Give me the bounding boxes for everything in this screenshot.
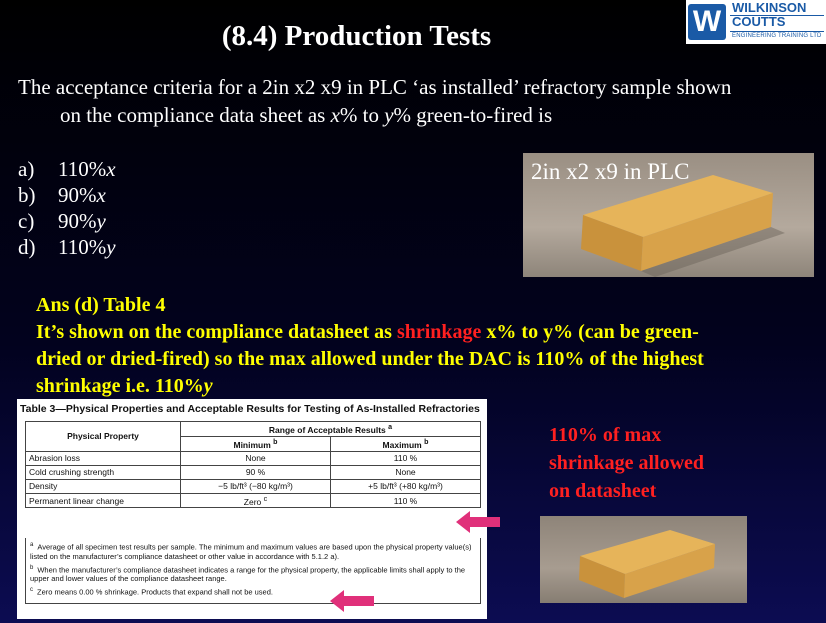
header-range: Range of Acceptable Results $^a$ bbox=[181, 422, 481, 437]
footnote-b: $^b$ When the manufacturer’s compliance datasheet indicates a range for the physical property, the applicable limits shall apply to the upper and lower values of the compliance datasheet range. bbox=[30, 564, 466, 583]
logo-w-mark: W bbox=[688, 4, 726, 40]
logo-line-2: COUTTS bbox=[732, 14, 786, 29]
question-text bbox=[18, 73, 818, 129]
answer-line-1: Ans (d) Table 4 bbox=[36, 294, 166, 316]
brick-photo-large bbox=[523, 153, 814, 277]
pink-arrow-icon bbox=[330, 590, 374, 612]
answer-options bbox=[18, 156, 116, 260]
logo-divider bbox=[730, 31, 824, 32]
answer-line-4: shrinkage i.e. 110%y bbox=[36, 375, 213, 397]
footnote-a: $^a$ Average of all specimen test results per sample. The minimum and maximum values are based upon the physical property value(s) listed on the manufacturer’s compliance datasheet or other value in accordance with 5.1.2 a). bbox=[30, 542, 472, 561]
shrinkage-highlight: shrinkage bbox=[396, 321, 482, 343]
photo-caption: 2in x2 x9 in PLC bbox=[531, 159, 690, 184]
standard-table-excerpt bbox=[17, 399, 487, 619]
table-row: Abrasion loss None 110 % bbox=[26, 451, 481, 465]
logo-line-1: WILKINSON bbox=[732, 0, 807, 15]
side-note: 110% of max shrinkage allowed on datasheet bbox=[549, 424, 705, 502]
brick-photo-small bbox=[540, 516, 747, 603]
table-title: Table 3—Physical Properties and Acceptable Results for Testing of As-Installed Refractories bbox=[20, 403, 480, 415]
option-b: b) 90%x bbox=[18, 183, 106, 207]
question-line-2: on the compliance data sheet as x% to y% green-to-fired is bbox=[60, 103, 553, 127]
header-maximum: Maximum $^b$ bbox=[331, 436, 481, 451]
table-row: Permanent linear change Zero $^c$ 110 % bbox=[26, 493, 481, 508]
table-row: Density −5 lb/ft³ (−80 kg/m³) +5 lb/ft³ (+80 kg/m³) bbox=[26, 479, 481, 493]
header-physical-property: Physical Property bbox=[26, 422, 181, 452]
table-row: Cold crushing strength 90 % None bbox=[26, 465, 481, 479]
footnote-c: $^c$ Zero means 0.00 % shrinkage. Products that expand shall not be used. bbox=[30, 587, 273, 597]
header-minimum: Minimum $^b$ bbox=[181, 436, 331, 451]
logo-line-3: ENGINEERING TRAINING LTD bbox=[732, 33, 822, 39]
answer-line-3: dried or dried-fired) so the max allowed under the DAC is 110% of the highest bbox=[36, 348, 704, 370]
company-logo bbox=[686, 0, 826, 44]
properties-table bbox=[25, 421, 481, 508]
option-d: d) 110%y bbox=[18, 235, 116, 259]
refractory-brick-image bbox=[540, 516, 747, 603]
pink-arrow-icon bbox=[456, 511, 500, 533]
answer-line-2: It’s shown on the compliance datasheet as shrinkage x% to y% (can be green- bbox=[36, 321, 699, 343]
question-line-1: The acceptance criteria for a 2in x2 x9 in PLC ‘as installed’ refractory sample shown bbox=[18, 75, 732, 99]
table-footnotes bbox=[25, 538, 481, 604]
answer-explanation bbox=[36, 292, 816, 400]
option-a: a) 110%x bbox=[18, 157, 116, 181]
slide-title: (8.4) Production Tests bbox=[221, 20, 492, 52]
option-c: c) 90%y bbox=[18, 209, 106, 233]
